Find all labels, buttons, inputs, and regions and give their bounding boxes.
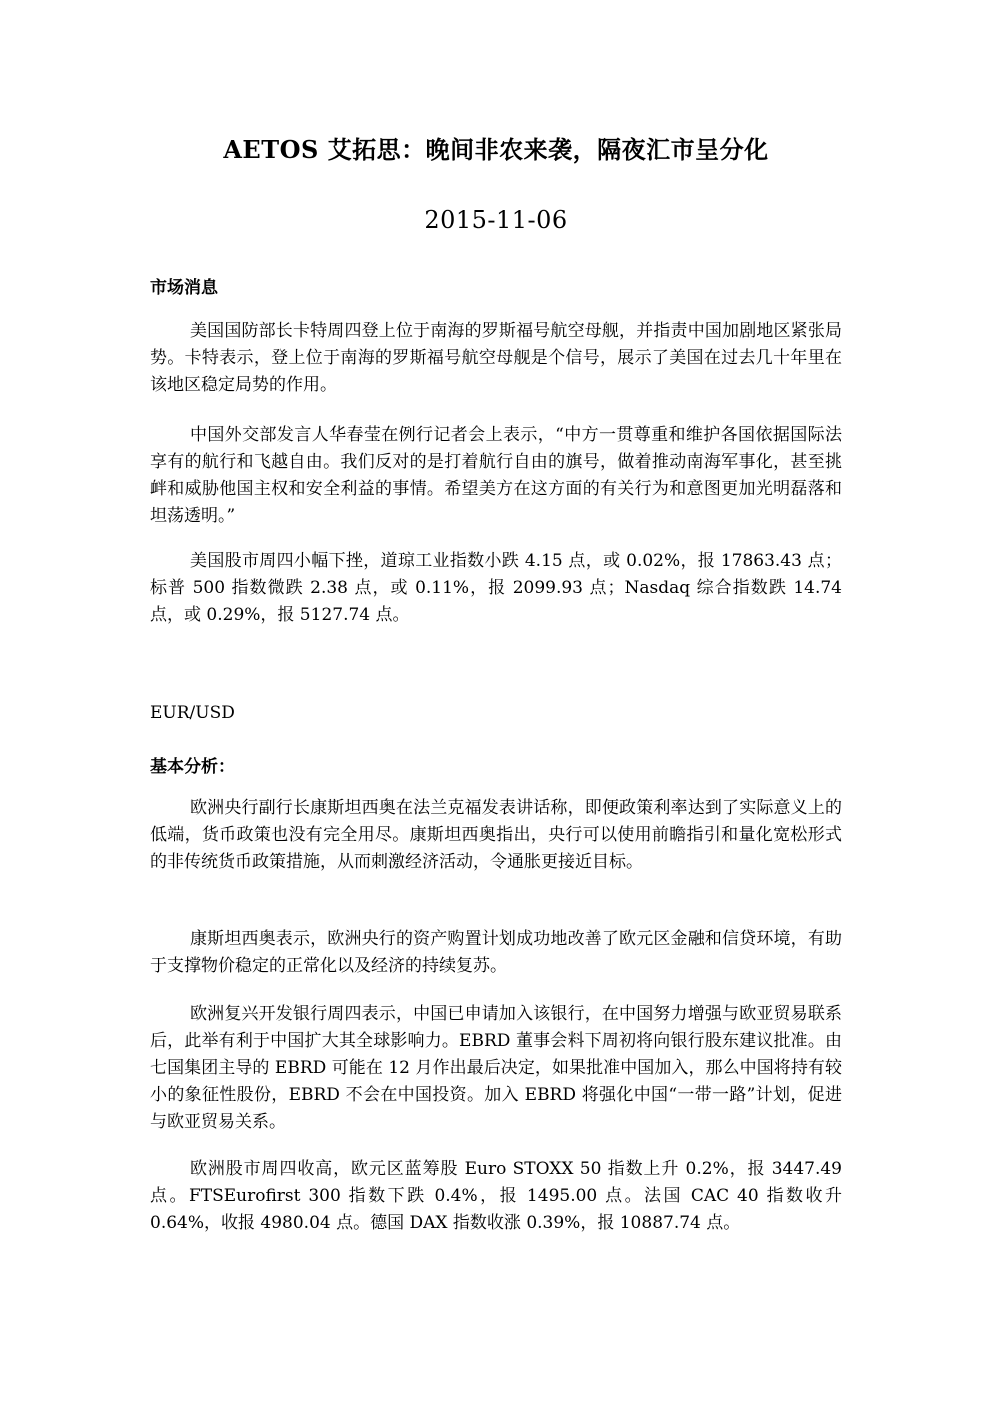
paragraph-eurusd-4: 欧洲股市周四收高，欧元区蓝筹股 Euro STOXX 50 指数上升 0.2%，报 3447.49 点。FTSEurofirst 300 指数下跌 0.4%，报 1495.00 点。法国 CAC 40 指数收升 0.64%，收报 4980.04 点。德国 DAX 指数收涨 0.39%，报 10887.74 点。 (150, 1159, 842, 1233)
paragraph-market-news-2: 中国外交部发言人华春莹在例行记者会上表示，“中方一贯尊重和维护各国依据国际法享有的航行和飞越自由。我们反对的是打着航行自由的旗号，做着推动南海军事化，甚至挑衅和威胁他国主权和安全利益的事情。希望美方在这方面的有关行为和意图更加光明磊落和坦荡透明。” (150, 425, 842, 526)
paragraph-eurusd-1: 欧洲央行副行长康斯坦西奥在法兰克福发表讲话称，即便政策利率达到了实际意义上的低端，货币政策也没有完全用尽。康斯坦西奥指出，央行可以使用前瞻指引和量化宽松形式的非传统货币政策措施，从而刺激经济活动，令通胀更接近目标。 (150, 798, 842, 872)
section-heading-market-news: 市场消息 (150, 278, 218, 298)
paragraph-eurusd-3: 欧洲复兴开发银行周四表示，中国已申请加入该银行，在中国努力增强与欧亚贸易联系后，此举有利于中国扩大其全球影响力。EBRD 董事会料下周初将向银行股东建议批准。由七国集团主导的 EBRD 可能在 12 月作出最后决定，如果批准中国加入，那么中国将持有较小的象征性股份，EBRD 不会在中国投资。加入 EBRD 将强化中国“一带一路”计划，促进与欧亚贸易关系。 (150, 1004, 842, 1132)
section-label-eurusd: EUR/USD (150, 703, 235, 723)
paragraph-market-news-3: 美国股市周四小幅下挫，道琼工业指数小跌 4.15 点，或 0.02%，报 17863.43 点；标普 500 指数微跌 2.38 点，或 0.11%，报 2099.93 点；Nasdaq 综合指数跌 14.74 点，或 0.29%，报 5127.74 点。 (150, 551, 842, 625)
section-heading-fundamental-analysis: 基本分析： (150, 757, 235, 777)
document-date: 2015-11-06 (424, 206, 568, 234)
document-title: AETOS 艾拓思：晚间非农来袭，隔夜汇市呈分化 (223, 135, 769, 164)
paragraph-eurusd-2: 康斯坦西奥表示，欧洲央行的资产购置计划成功地改善了欧元区金融和信贷环境，有助于支撑物价稳定的正常化以及经济的持续复苏。 (150, 929, 842, 976)
paragraph-market-news-1: 美国国防部长卡特周四登上位于南海的罗斯福号航空母舰，并指责中国加剧地区紧张局势。卡特表示，登上位于南海的罗斯福号航空母舰是个信号，展示了美国在过去几十年里在该地区稳定局势的作用。 (150, 321, 842, 395)
